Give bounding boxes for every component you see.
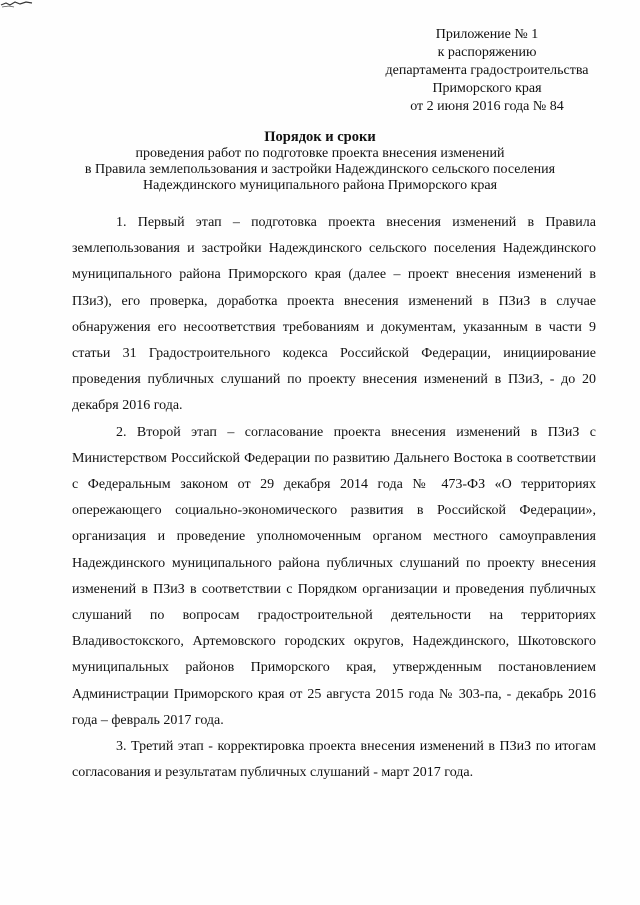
document-subtitle-line-3: Надеждинского муниципального района Приморского края [142, 178, 498, 193]
appendix-order-ref: к распоряжению [437, 45, 537, 60]
document-title: Порядок и сроки [264, 129, 376, 145]
document-subtitle-line-2: в Правила землепользования и застройки Надеждинского сельского поселения [84, 162, 556, 177]
document-heading [40, 128, 600, 194]
scan-artifact-mark [0, 0, 34, 8]
appendix-header [354, 26, 620, 116]
document-body [72, 210, 596, 786]
paragraph-stage-3: 3. Третий этап - корректировка проекта внесения изменений в ПЗиЗ по итогам согласования и результатам публичных слушаний - март 2017 года. [72, 739, 596, 781]
appendix-number: Приложение № 1 [435, 27, 539, 42]
appendix-department: департамента градостроительства [385, 63, 589, 78]
paragraph-stage-1: 1. Первый этап – подготовка проекта внесения изменений в Правила землепользования и застройки Надеждинского сельского поселения Надеждинского муниципального района Приморского края (далее – проект внесения изменений в ПЗиЗ), его проверка, доработка проекта внесения изменений в ПЗиЗ в случае обнаружения его несоответствия требованиям и документам, указанным в части 9 статьи 31 Градостроительного кодекса Российской Федерации, инициирование проведения публичных слушаний по проекту внесения изменений в ПЗиЗ, - до 20 декабря 2016 года. [72, 215, 596, 414]
paragraph-stage-2: 2. Второй этап – согласование проекта внесения изменений в ПЗиЗ с Министерством Российской Федерации по развитию Дальнего Востока в соответствии с Федеральным законом от 29 декабря 2014 года № 473-ФЗ «О территориях опережающего социально-экономического развития в Российской Федерации», организация и проведение уполномоченным органом местного самоуправления Надеждинского муниципального района публичных слушаний по проекту внесения изменений в ПЗиЗ в соответствии с Порядком организации и проведения публичных слушаний по вопросам градостроительной деятельности на территориях Владивостокского, Артемовского городских округов, Надеждинского, Шкотовского муниципальных районов Приморского края, утвержденным постановлением Администрации Приморского края от 25 августа 2015 года № 303-па, - декабрь 2016 года – февраль 2017 года. [72, 424, 596, 728]
appendix-region: Приморского края [432, 81, 542, 96]
document-subtitle-line-1: проведения работ по подготовке проекта внесения изменений [135, 146, 505, 161]
appendix-date: от 2 июня 2016 года № 84 [410, 99, 564, 114]
